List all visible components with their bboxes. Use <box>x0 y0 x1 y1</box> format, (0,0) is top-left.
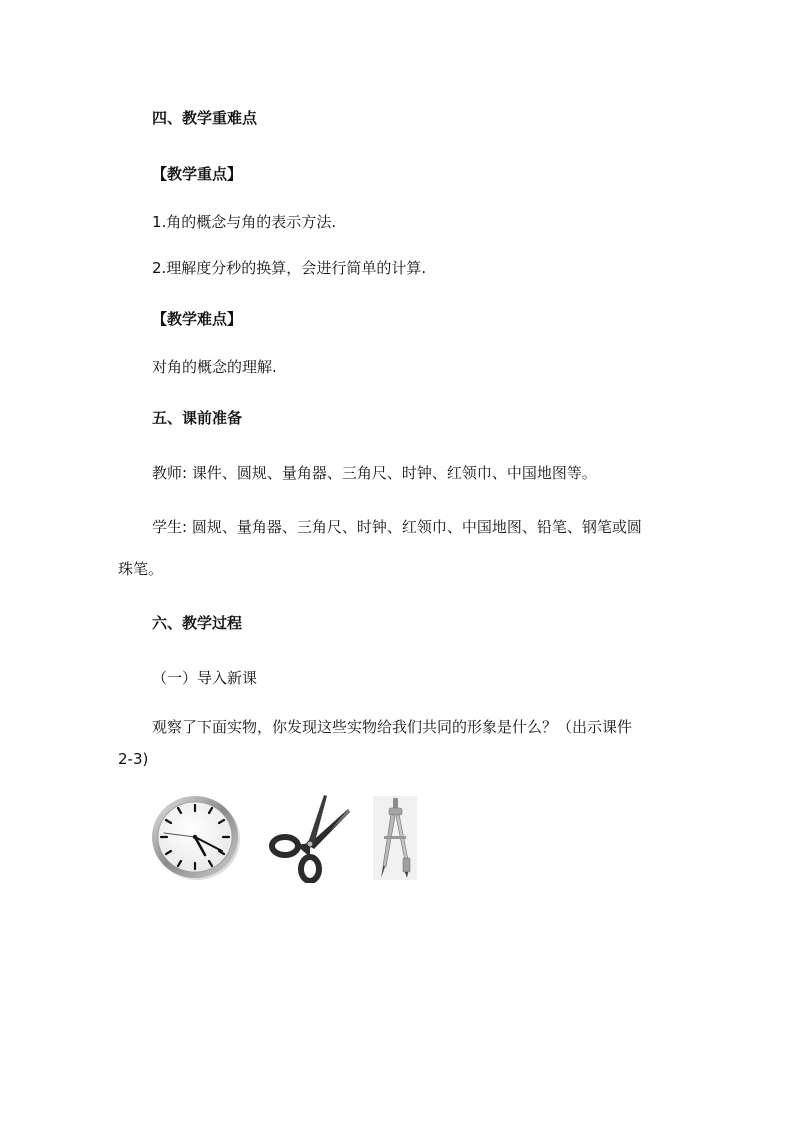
section-heading-4: 四、教学重难点 <box>152 109 258 127</box>
key-point-1: 1.角的概念与角的表示方法. <box>152 213 337 231</box>
subsection-heading-1: （一）导入新课 <box>152 669 258 687</box>
key-point-2: 2.理解度分秒的换算，会进行简单的计算. <box>152 259 427 277</box>
student-preparation-line1: 学生: 圆规、量角器、三角尺、时钟、红领巾、中国地图、铅笔、钢笔或圆 <box>152 518 642 536</box>
student-preparation-line2: 珠笔。 <box>118 560 164 578</box>
clock-image <box>150 793 242 881</box>
difficult-points-label: 【教学难点】 <box>152 310 243 328</box>
clock-icon <box>150 793 242 881</box>
compass-image <box>373 796 417 880</box>
section-heading-6: 六、教学过程 <box>152 614 243 632</box>
key-points-label: 【教学重点】 <box>152 165 243 183</box>
teacher-preparation: 教师: 课件、圆规、量角器、三角尺、时钟、红领巾、中国地图等。 <box>152 464 597 482</box>
difficult-point-text: 对角的概念的理解. <box>152 358 277 376</box>
scissors-image <box>268 793 354 883</box>
scissors-icon <box>268 793 354 883</box>
intro-question-line2: 2-3) <box>118 750 149 768</box>
intro-question-line1: 观察了下面实物，你发现这些实物给我们共同的形象是什么？（出示课件 <box>152 718 633 736</box>
section-heading-5: 五、课前准备 <box>152 409 243 427</box>
compass-icon <box>373 796 417 880</box>
